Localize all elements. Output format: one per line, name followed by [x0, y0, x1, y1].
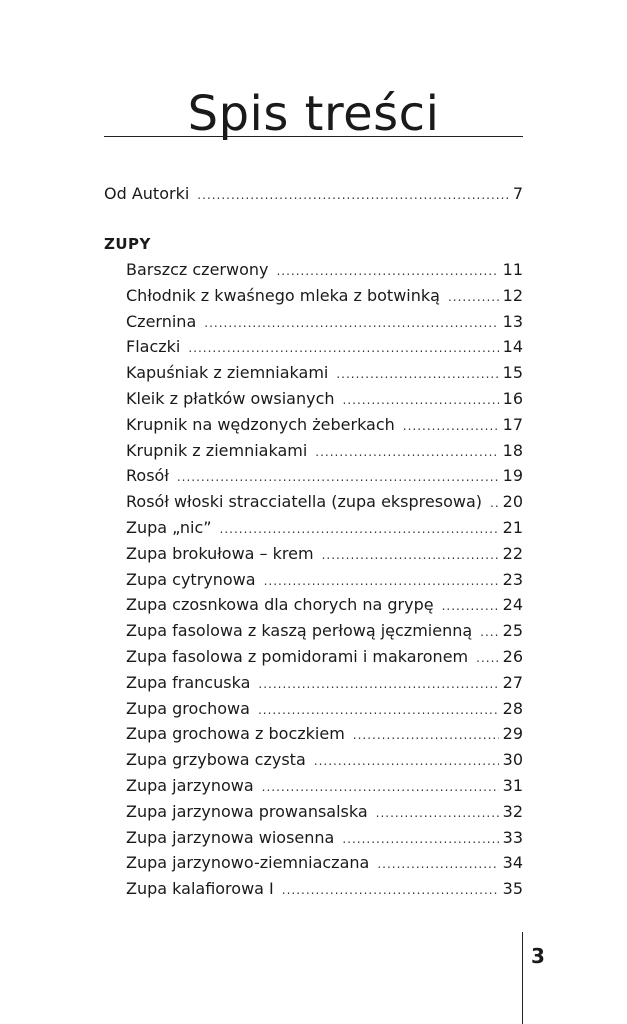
toc-entry — [126, 286, 523, 307]
toc-entry-label: Zupa francuska — [126, 672, 251, 692]
toc-entry-page: 23 — [502, 569, 523, 589]
dot-leader — [476, 648, 499, 668]
dot-leader — [258, 674, 498, 694]
toc-entry — [126, 518, 523, 539]
dot-leader — [336, 364, 498, 384]
toc-entry-label: Flaczki — [126, 337, 181, 357]
dot-leader — [188, 338, 498, 358]
toc-entry-page: 24 — [502, 595, 523, 615]
toc-entry-label: Zupa fasolowa z pomidorami i makaronem — [126, 647, 469, 666]
toc-entry-label: Rosół — [126, 466, 169, 486]
toc-entry-page: 13 — [502, 311, 523, 331]
dot-leader — [377, 854, 498, 874]
toc-entry-label: Zupa czosnkowa dla chorych na grypę — [126, 595, 434, 615]
toc-entry — [126, 492, 523, 513]
toc-entry — [126, 415, 523, 436]
dot-leader — [276, 261, 498, 281]
toc-entry-page: 12 — [502, 285, 523, 305]
toc-entry — [126, 828, 523, 849]
toc-entry-label: Czernina — [126, 311, 197, 331]
toc-entry — [126, 776, 523, 797]
page-number-rule — [522, 932, 523, 1024]
toc-entry — [126, 466, 523, 487]
toc-entry-page: 19 — [502, 466, 523, 486]
dot-leader — [480, 622, 498, 642]
toc-entry-page: 16 — [502, 389, 523, 408]
toc-entry-label: Chłodnik z kwaśnego mleka z botwinką — [126, 285, 440, 305]
toc-entry-intro — [104, 184, 523, 205]
dot-leader — [343, 390, 499, 410]
toc-entry-page: 32 — [502, 801, 523, 821]
toc-entry — [126, 621, 523, 642]
toc-entry-label: Zupa grzybowa czysta — [126, 750, 306, 770]
toc-entry-page: 27 — [502, 672, 523, 692]
toc-entry — [126, 595, 523, 616]
toc-entry-page: 25 — [502, 621, 523, 641]
section-heading: ZUPY — [104, 235, 151, 253]
dot-leader — [342, 829, 498, 849]
dot-leader — [448, 287, 499, 307]
toc-entry-label: Zupa grochowa — [126, 698, 250, 718]
dot-leader — [315, 442, 498, 462]
toc-entry-label: Kleik z płatków owsianych — [126, 389, 335, 408]
toc-entry — [126, 260, 523, 281]
dot-leader — [282, 880, 499, 900]
toc-entry-label: Zupa fasolowa z kaszą perłową jęczmienną — [126, 621, 473, 641]
toc-entry-label: Zupa jarzynowo-ziemniaczana — [126, 853, 370, 873]
toc-entry-page: 31 — [502, 776, 523, 795]
toc-entry — [126, 699, 523, 720]
dot-leader — [258, 700, 499, 720]
toc-entry — [126, 673, 523, 694]
title-underline — [104, 136, 523, 137]
toc-entry-label: Kapuśniak z ziemniakami — [126, 363, 329, 383]
toc-entry-page: 26 — [502, 647, 523, 666]
toc-entry-label: Krupnik z ziemniakami — [126, 440, 308, 460]
toc-entry — [126, 647, 523, 668]
dot-leader — [403, 416, 499, 436]
dot-leader — [177, 467, 499, 487]
dot-leader — [264, 571, 499, 591]
toc-entry — [126, 441, 523, 462]
toc-entry — [126, 312, 523, 333]
dot-leader — [442, 596, 499, 616]
toc-entry — [126, 802, 523, 823]
toc-entry-page: 14 — [502, 337, 523, 357]
dot-leader — [353, 725, 499, 745]
toc-entry-page: 28 — [502, 698, 523, 718]
toc-entry-page: 29 — [502, 724, 523, 744]
toc-entry-label: Zupa grochowa z boczkiem — [126, 724, 345, 744]
toc-entry-label: Zupa jarzynowa wiosenna — [126, 827, 335, 847]
dot-leader — [314, 751, 499, 771]
toc-entry-page: 17 — [502, 414, 523, 434]
toc-entry-label: Rosół włoski stracciatella (zupa ekspresowa) — [126, 492, 482, 512]
toc-entry — [126, 363, 523, 384]
dot-leader — [376, 803, 499, 823]
toc-entry-label: Zupa kalafiorowa I — [126, 879, 274, 899]
toc-entry — [126, 750, 523, 771]
toc-entry — [126, 544, 523, 565]
toc-entry-page: 11 — [502, 260, 523, 279]
dot-leader — [262, 777, 499, 797]
toc-entry — [126, 570, 523, 591]
page-number: 3 — [531, 944, 545, 968]
toc-entry-page: 15 — [502, 363, 523, 383]
dot-leader — [322, 545, 499, 565]
toc-entry-label: Zupa jarzynowa prowansalska — [126, 801, 368, 821]
toc-entry — [126, 724, 523, 745]
toc-entry-page: 35 — [502, 879, 523, 899]
toc-entry-label: Zupa brokułowa – krem — [126, 543, 314, 563]
dot-leader — [490, 493, 499, 513]
toc-entry — [126, 337, 523, 358]
toc-entry-page: 34 — [502, 853, 523, 873]
dot-leader — [197, 185, 509, 205]
toc-entry — [126, 389, 523, 410]
toc-entry-page: 33 — [502, 827, 523, 847]
toc-entry-page: 22 — [502, 543, 523, 563]
dot-leader — [204, 313, 498, 333]
toc-entry-page: 20 — [502, 492, 523, 512]
toc-entry — [126, 853, 523, 874]
toc-entry-label: Barszcz czerwony — [126, 260, 269, 279]
toc-entry-label: Krupnik na wędzonych żeberkach — [126, 414, 395, 434]
toc-entry-label: Zupa jarzynowa — [126, 776, 254, 795]
toc-entry-page: 30 — [502, 750, 523, 770]
toc-entry — [126, 879, 523, 900]
toc-entry-page: 21 — [502, 518, 523, 537]
toc-entry-label: Zupa „nic” — [126, 518, 212, 537]
dot-leader — [220, 519, 499, 539]
toc-entry-page: 7 — [512, 184, 523, 203]
toc-entry-label: Od Autorki — [104, 184, 190, 203]
toc-entry-page: 18 — [502, 440, 523, 460]
page-title: Spis treści — [187, 86, 440, 142]
toc-entry-label: Zupa cytrynowa — [126, 569, 256, 589]
